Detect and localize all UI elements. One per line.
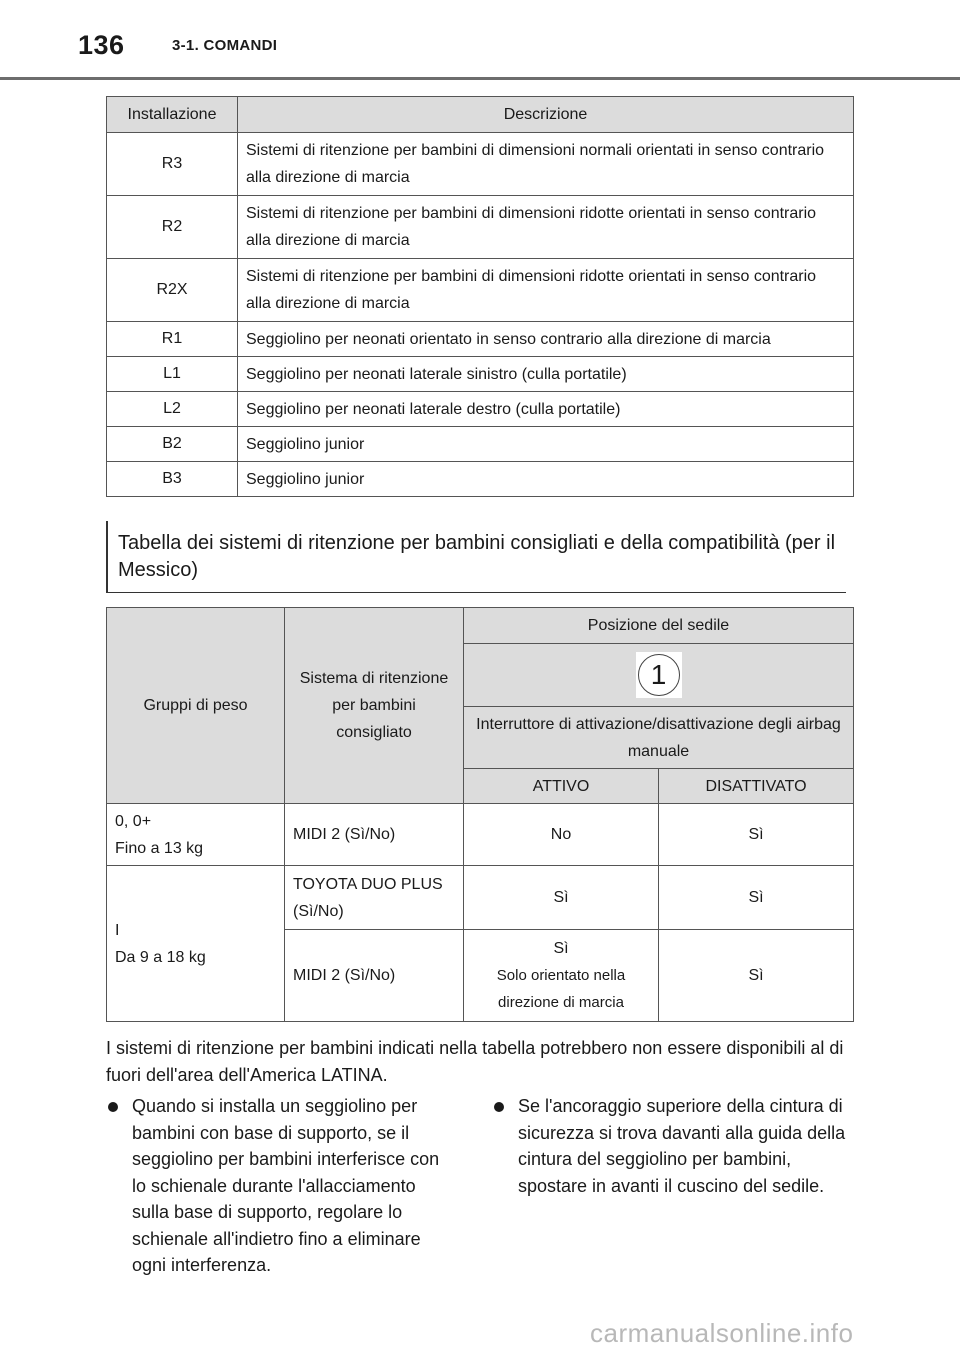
weight-range: Fino a 13 kg (115, 839, 204, 857)
weight-group-label: I (115, 921, 120, 939)
airbag-on-value: Sì (464, 866, 659, 930)
table-header-row (107, 97, 854, 133)
install-description: Sistemi di ritenzione per bambini di dimensioni ridotte orientati in senso contrario alla direzione di marcia (238, 196, 854, 259)
header-disattivato: DISATTIVATO (659, 769, 854, 804)
page-number: 136 (78, 30, 125, 60)
restraint-system-note: (Sì/No) (293, 902, 344, 920)
table-header-row (107, 608, 854, 644)
airbag-off-value: Sì (659, 804, 854, 866)
bullet-text: Se l'ancoraggio superiore della cintura di sicurezza si trova davanti alla guida della cintura del seggiolino per bambini, spostare in avanti il cuscino del sedile. (518, 1096, 846, 1196)
table-row (107, 804, 854, 866)
compatibility-table (106, 607, 854, 1022)
restraint-system: MIDI 2 (Sì/No) (285, 804, 464, 866)
bullet-icon (494, 1102, 504, 1112)
seat-position-cell (464, 644, 854, 707)
subheading-accent-bar (106, 521, 108, 593)
restraint-system (285, 866, 464, 930)
install-description: Seggiolino per neonati laterale destro (culla portatile) (238, 392, 854, 427)
header-airbag-switch: Interruttore di attivazione/disattivazione degli airbag manuale (464, 707, 854, 769)
install-description: Sistemi di ritenzione per bambini di dimensioni ridotte orientati in senso contrario alla direzione di marcia (238, 259, 854, 322)
table-row (107, 259, 854, 322)
restraint-system-name: TOYOTA DUO PLUS (293, 875, 443, 893)
airbag-on-note: Solo orientato nella direzione di marcia (496, 967, 626, 1011)
install-code: R2X (107, 259, 238, 322)
header-attivo: ATTIVO (464, 769, 659, 804)
table-row (107, 322, 854, 357)
weight-group-cell (107, 866, 285, 1022)
table-row (107, 133, 854, 196)
availability-note: I sistemi di ritenzione per bambini indicati nella tabella potrebbero non essere disponibili al di fuori dell'area dell'America LATINA. (106, 1038, 844, 1085)
section-title: 3-1. COMANDI (172, 37, 278, 54)
table-row (107, 866, 854, 930)
table-row (107, 357, 854, 392)
header-posizione-sedile: Posizione del sedile (464, 608, 854, 644)
bullet-text: Quando si installa un seggiolino per bambini con base di supporto, se il seggiolino per bambini interferisce con lo schienale durante l'allacciamento sulla base di supporto, regolare lo schienale all'indietro fino a eliminare ogni interferenza. (132, 1096, 440, 1275)
header-descrizione: Descrizione (238, 97, 854, 133)
install-code: R1 (107, 322, 238, 357)
weight-group-label: 0, 0+ (115, 812, 152, 830)
table-row (107, 392, 854, 427)
list-item (106, 1093, 456, 1279)
install-description: Seggiolino junior (238, 462, 854, 497)
compatibility-subheading (106, 521, 846, 593)
install-description: Seggiolino per neonati orientato in senso contrario alla direzione di marcia (238, 322, 854, 357)
install-code: B3 (107, 462, 238, 497)
airbag-off-value: Sì (659, 930, 854, 1022)
seat-number-badge: 1 (638, 654, 680, 696)
install-code: R3 (107, 133, 238, 196)
page-header (0, 0, 960, 80)
airbag-on-value: No (464, 804, 659, 866)
bullet-list-right (492, 1093, 848, 1199)
weight-range: Da 9 a 18 kg (115, 948, 206, 966)
install-code: L2 (107, 392, 238, 427)
install-code: B2 (107, 427, 238, 462)
install-description: Seggiolino per neonati laterale sinistro (culla portatile) (238, 357, 854, 392)
installation-table (106, 96, 854, 497)
list-item (492, 1093, 848, 1199)
bullet-icon (108, 1102, 118, 1112)
install-code: L1 (107, 357, 238, 392)
install-description: Sistemi di ritenzione per bambini di dimensioni normali orientati in senso contrario alla direzione di marcia (238, 133, 854, 196)
subheading-text: Tabella dei sistemi di ritenzione per bambini consigliati e della compatibilità (per il Messico) (118, 532, 836, 581)
header-divider (0, 77, 960, 80)
bullet-list-left (106, 1093, 456, 1279)
table-row (107, 196, 854, 259)
header-gruppi-di-peso: Gruppi di peso (107, 608, 285, 804)
table-row (107, 427, 854, 462)
table-row (107, 462, 854, 497)
airbag-on-cell (464, 930, 659, 1022)
header-sistema-ritenzione: Sistema di ritenzione per bambini consigliato (285, 608, 464, 804)
watermark: carmanualsonline.info (590, 1318, 854, 1348)
weight-group-cell (107, 804, 285, 866)
subheading-rule (106, 592, 846, 593)
install-code: R2 (107, 196, 238, 259)
install-description: Seggiolino junior (238, 427, 854, 462)
restraint-system: MIDI 2 (Sì/No) (285, 930, 464, 1022)
header-installazione: Installazione (107, 97, 238, 133)
airbag-on-value: Sì (553, 940, 569, 957)
airbag-off-value: Sì (659, 866, 854, 930)
